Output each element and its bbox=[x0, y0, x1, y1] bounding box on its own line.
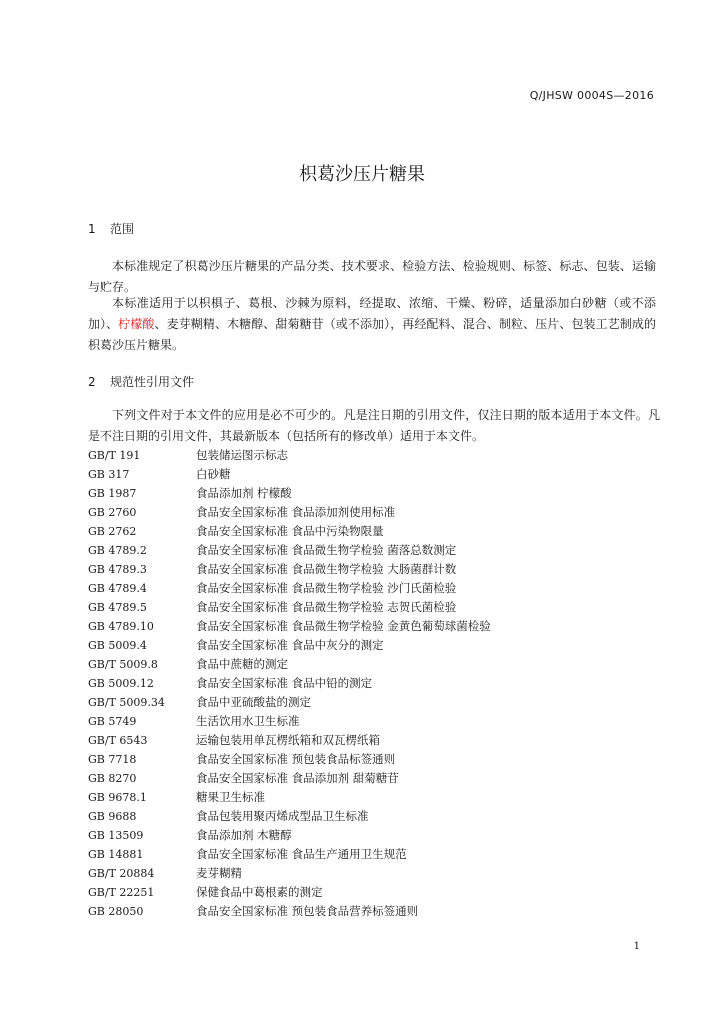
reference-name: 食品中亚硫酸盐的测定 bbox=[196, 695, 311, 709]
reference-name: 运输包装用单瓦楞纸箱和双瓦楞纸箱 bbox=[196, 733, 380, 747]
document-number: Q/JHSW 0004S—2016 bbox=[529, 89, 654, 102]
reference-name: 食品安全国家标准 食品微生物学检验 菌落总数测定 bbox=[196, 543, 457, 557]
reference-item bbox=[88, 446, 648, 465]
reference-name: 保健食品中葛根素的测定 bbox=[196, 885, 323, 899]
reference-name: 食品安全国家标准 食品微生物学检验 大肠菌群计数 bbox=[196, 562, 457, 576]
reference-name: 食品安全国家标准 食品中灰分的测定 bbox=[196, 638, 384, 652]
reference-name: 食品安全国家标准 食品添加剂使用标准 bbox=[196, 505, 396, 519]
reference-item bbox=[88, 503, 648, 522]
reference-name: 食品包装用聚丙烯成型品卫生标准 bbox=[196, 809, 369, 823]
reference-name: 食品安全国家标准 预包装食品标签通则 bbox=[196, 752, 396, 766]
reference-code: GB 4789.10 bbox=[88, 620, 154, 633]
reference-name: 食品中蔗糖的测定 bbox=[196, 657, 288, 671]
reference-name: 食品安全国家标准 食品微生物学检验 志贺氏菌检验 bbox=[196, 600, 457, 614]
reference-name: 食品安全国家标准 食品中铅的测定 bbox=[196, 676, 373, 690]
reference-code: GB/T 191 bbox=[88, 449, 141, 462]
reference-code: GB 5009.4 bbox=[88, 639, 147, 652]
section-2-number: 2 bbox=[88, 375, 96, 389]
reference-item bbox=[88, 788, 648, 807]
reference-name: 白砂糖 bbox=[196, 467, 231, 481]
reference-code: GB 4789.5 bbox=[88, 601, 147, 614]
page-number: 1 bbox=[633, 941, 640, 952]
reference-item bbox=[88, 655, 648, 674]
reference-code: GB 9678.1 bbox=[88, 791, 147, 804]
reference-code: GB 2760 bbox=[88, 506, 137, 519]
reference-name: 食品安全国家标准 食品微生物学检验 金黄色葡萄球菌检验 bbox=[196, 619, 491, 633]
section-2-heading bbox=[88, 373, 194, 390]
reference-code: GB/T 6543 bbox=[88, 734, 148, 747]
section-2-title: 规范性引用文件 bbox=[110, 375, 195, 389]
reference-name: 食品安全国家标准 食品生产通用卫生规范 bbox=[196, 847, 407, 861]
reference-code: GB/T 22251 bbox=[88, 886, 155, 899]
reference-item bbox=[88, 522, 648, 541]
reference-item bbox=[88, 807, 648, 826]
scope-paragraph-2-highlight: 柠檬酸 bbox=[118, 317, 155, 331]
reference-name: 食品添加剂 木糖醇 bbox=[196, 828, 292, 842]
references-intro: 下列文件对于本文件的应用是必不可少的。凡是注日期的引用文件，仅注日期的版本适用于本文件。凡是不注日期的引用文件，其最新版本（包括所有的修改单）适用于本文件。 bbox=[88, 408, 660, 443]
reference-code: GB 7718 bbox=[88, 753, 137, 766]
reference-item bbox=[88, 750, 648, 769]
reference-item bbox=[88, 731, 648, 750]
reference-name: 食品安全国家标准 食品中污染物限量 bbox=[196, 524, 384, 538]
reference-code: GB/T 5009.34 bbox=[88, 696, 165, 709]
section-1-title: 范围 bbox=[110, 222, 135, 236]
reference-item bbox=[88, 883, 648, 902]
reference-item bbox=[88, 845, 648, 864]
reference-item bbox=[88, 693, 648, 712]
document-title: 枳葛沙压片糖果 bbox=[299, 164, 425, 185]
reference-item bbox=[88, 674, 648, 693]
reference-code: GB 4789.2 bbox=[88, 544, 147, 557]
scope-paragraph-2 bbox=[88, 293, 656, 356]
reference-name: 食品安全国家标准 预包装食品营养标签通则 bbox=[196, 904, 419, 918]
reference-item bbox=[88, 712, 648, 731]
reference-item bbox=[88, 465, 648, 484]
reference-code: GB 8270 bbox=[88, 772, 137, 785]
reference-name: 食品安全国家标准 食品添加剂 甜菊糖苷 bbox=[196, 771, 399, 785]
reference-item bbox=[88, 617, 648, 636]
reference-item bbox=[88, 560, 648, 579]
reference-item bbox=[88, 598, 648, 617]
reference-name: 包装储运图示标志 bbox=[196, 448, 288, 462]
reference-code: GB 1987 bbox=[88, 487, 137, 500]
reference-name: 食品添加剂 柠檬酸 bbox=[196, 486, 292, 500]
reference-item bbox=[88, 864, 648, 883]
scope-paragraph-2-text-b: 、麦芽糊精、木糖醇、甜菊糖苷（或不添加），再经配料、混合、制粒、压片、包装工艺制成的枳葛沙压片糖果。 bbox=[88, 317, 656, 352]
reference-item bbox=[88, 579, 648, 598]
scope-paragraph-2-text-a: 本标准适用于以枳椇子、葛根、沙棘为原料，经提取、浓缩、干燥、粉碎，适量添加白砂糖（或不添加）、 bbox=[88, 296, 656, 331]
reference-code: GB 5009.12 bbox=[88, 677, 154, 690]
reference-item bbox=[88, 541, 648, 560]
reference-code: GB 9688 bbox=[88, 810, 137, 823]
reference-code: GB/T 5009.8 bbox=[88, 658, 158, 671]
reference-item bbox=[88, 769, 648, 788]
reference-item bbox=[88, 636, 648, 655]
reference-code: GB/T 20884 bbox=[88, 867, 155, 880]
scope-paragraph-1: 本标准规定了枳葛沙压片糖果的产品分类、技术要求、检验方法、检验规则、标签、标志、包装、运输与贮存。 bbox=[88, 259, 656, 294]
reference-code: GB 28050 bbox=[88, 905, 144, 918]
reference-code: GB 13509 bbox=[88, 829, 144, 842]
section-1-heading bbox=[88, 220, 134, 237]
reference-list bbox=[88, 446, 648, 921]
reference-code: GB 14881 bbox=[88, 848, 144, 861]
reference-item bbox=[88, 902, 648, 921]
reference-code: GB 5749 bbox=[88, 715, 137, 728]
reference-item bbox=[88, 826, 648, 845]
reference-code: GB 2762 bbox=[88, 525, 137, 538]
reference-code: GB 4789.3 bbox=[88, 563, 147, 576]
reference-name: 糖果卫生标准 bbox=[196, 790, 265, 804]
reference-code: GB 317 bbox=[88, 468, 130, 481]
section-1-number: 1 bbox=[88, 222, 96, 236]
reference-code: GB 4789.4 bbox=[88, 582, 147, 595]
reference-name: 麦芽糊精 bbox=[196, 866, 242, 880]
reference-item bbox=[88, 484, 648, 503]
reference-name: 生活饮用水卫生标准 bbox=[196, 714, 300, 728]
reference-name: 食品安全国家标准 食品微生物学检验 沙门氏菌检验 bbox=[196, 581, 457, 595]
